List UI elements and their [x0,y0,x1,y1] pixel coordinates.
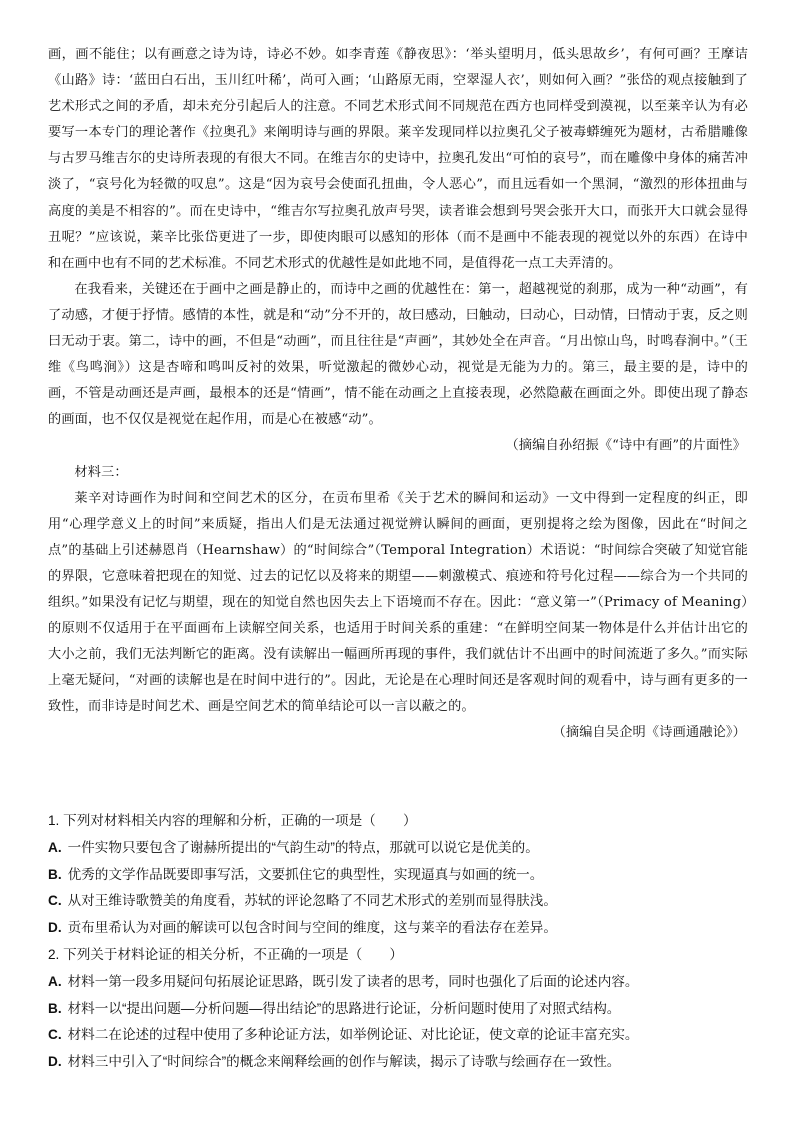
question-2-option-a[interactable] [48,969,752,996]
option-key: A. [48,839,62,855]
option-key: A. [48,973,62,989]
option-text: 材料一以“提出问题—分析问题—得出结论”的思路进行论证，分析问题时使用了对照式结构。 [67,1000,621,1016]
question-1-option-a[interactable] [48,835,752,862]
option-text: 材料一第一段多用疑问句拓展论证思路，既引发了读者的思考，同时也强化了后面的论述内容。 [67,973,639,989]
option-key: C. [48,1027,62,1043]
material3-paragraph: 莱辛对诗画作为时间和空间艺术的区分，在贡布里希《关于艺术的瞬间和运动》一文中得到一定程度的纠正，即用“心理学意义上的时间”来质疑，指出人们是无法通过视觉辨认瞬间的画面，更别提将之绘为图像，因此在“时间之点”的基础上引述赫恩肖（Hearnshaw）的“时间综合”（Temporal Integration）术语说：“时间综合突破了知觉官能的界限，它意味着把现在的知觉、过去的记忆以及将来的期望——刺激模式、痕迹和符号化过程——综合为一个共同的组织。”如果没有记忆与期望，现在的知觉自然也因失去上下语境而不存在。因此：“意义第一”（Primacy of Meaning）的原则不仅适用于在平面画布上读解空间关系，也适用于时间关系的重建：“在鲜明空间某一物体是什么并估计出它的大小之前，我们无法判断它的距离。没有读解出一幅画所再现的事件，我们就估计不出画中的时间流逝了多久。”而实际上毫无疑问，“对画的读解也是在时间中进行的”。因此，无论是在心理时间还是客观时间的观看中，诗与画有更多的一致性，而非诗是时间艺术、画是空间艺术的简单结论可以一言以蔽之的。 [48,490,748,715]
option-key: B. [48,866,62,882]
material3-label: 材料三： [74,464,128,480]
question-2-stem: 2. 下列关于材料论证的相关分析，不正确的一项是（ ） [48,946,403,962]
option-text: 一件实物只要包含了谢赫所提出的“气韵生动”的特点，那就可以说它是优美的。 [67,839,539,855]
option-text: 从对王维诗歌赞美的角度看，苏轼的评论忽略了不同艺术形式的差别而显得肤浅。 [67,893,557,909]
question-1-stem: 1. 下列对材料相关内容的理解和分析，正确的一项是（ ） [48,813,417,828]
material3-source: （摘编自吴企明《诗画通融论》） [552,725,746,741]
question-2-option-c[interactable] [48,1022,752,1049]
option-key: D. [48,1054,62,1070]
question-1-option-c[interactable] [48,888,752,915]
question-1-option-d[interactable] [48,915,752,942]
material2-paragraph-2: 在我看来，关键还在于画中之画是静止的，而诗中之画的优越性在：第一，超越视觉的刹那，成为一种“动画”，有了动感，才便于抒情。感情的本性，就是和“动”分不开的，故曰感动，曰触动，曰动心，曰动情，曰情动于衷，反之则曰无动于衷。第二，诗中的画，不但是“动画”，而且往往是“声画”，其妙处全在声音。“月出惊山鸟，时鸣春涧中。”（王维《鸟鸣涧》）这是杏啼和鸣叫反衬的效果，听觉激起的微妙心动，视觉是无能为力的。第三，最主要的是，诗中的画，不管是动画还是声画，最根本的还是“情画”，情不能在动画之上直接表现，必然隐蔽在画面之外。即使出现了静态的画面，也不仅仅是视觉在起作用，而是心在被感“动”。 [48,281,748,428]
option-text: 优秀的文学作品既要即事写活，文要抓住它的典型性，实现逼真与如画的统一。 [67,866,544,882]
reading-material [48,42,748,747]
option-key: C. [48,893,62,909]
option-key: B. [48,1000,62,1016]
material2-paragraph-1: 画，画不能住；以有画意之诗为诗，诗必不妙。如李青莲《静夜思》：‘举头望明月，低头思故乡’，有何可画？王摩诘《山路》诗：‘蓝田白石出，玉川红叶稀’，尚可入画；‘山路原无雨，空翠湿人衣’，则如何入画？”张岱的观点接触到了艺术形式之间的矛盾，却未充分引起后人的注意。不同艺术形式间不同规范在西方也同样受到漠视，以至莱辛认为有必要写一本专门的理论著作《拉奥孔》来阐明诗与画的界限。莱辛发现同样以拉奥孔父子被毒蟒缠死为题材，古希腊雕像与古罗马维吉尔的史诗所表现的有很大不同。在维吉尔的史诗中，拉奥孔发出“可怕的哀号”，而在雕像中身体的痛苦冲淡了，“哀号化为轻微的叹息”。这是“因为哀号会使面孔扭曲，令人恶心”，而且远看如一个黑洞，“激烈的形体扭曲与高度的美是不相容的”。而在史诗中，“维吉尔写拉奥孔放声号哭，读者谁会想到号哭会张开大口，而张开大口就会显得丑呢？”应该说，莱辛比张岱更进了一步，即使肉眼可以感知的形体（而不是画中不能表现的视觉以外的东西）在诗中和在画中也有不同的艺术标准。不同艺术形式的优越性是如此地不同，是值得花一点工夫弄清的。 [48,47,748,271]
option-text: 材料二在论述的过程中使用了多种论证方法，如举例论证、对比论证，使文章的论证丰富充实。 [67,1027,639,1043]
question-2-option-b[interactable] [48,996,752,1023]
question-section [48,808,752,1076]
material2-source: （摘编自孙绍振《“诗中有画”的片面性》 [505,438,746,454]
option-key: D. [48,920,62,936]
question-1-option-b[interactable] [48,862,752,889]
option-text: 贡布里希认为对画的解读可以包含时间与空间的维度，这与莱辛的看法存在差异。 [67,920,557,936]
question-2-option-d[interactable] [48,1049,752,1076]
option-text: 材料三中引入了“时间综合”的概念来阐释绘画的创作与解读，揭示了诗歌与绘画存在一致性。 [67,1054,621,1070]
